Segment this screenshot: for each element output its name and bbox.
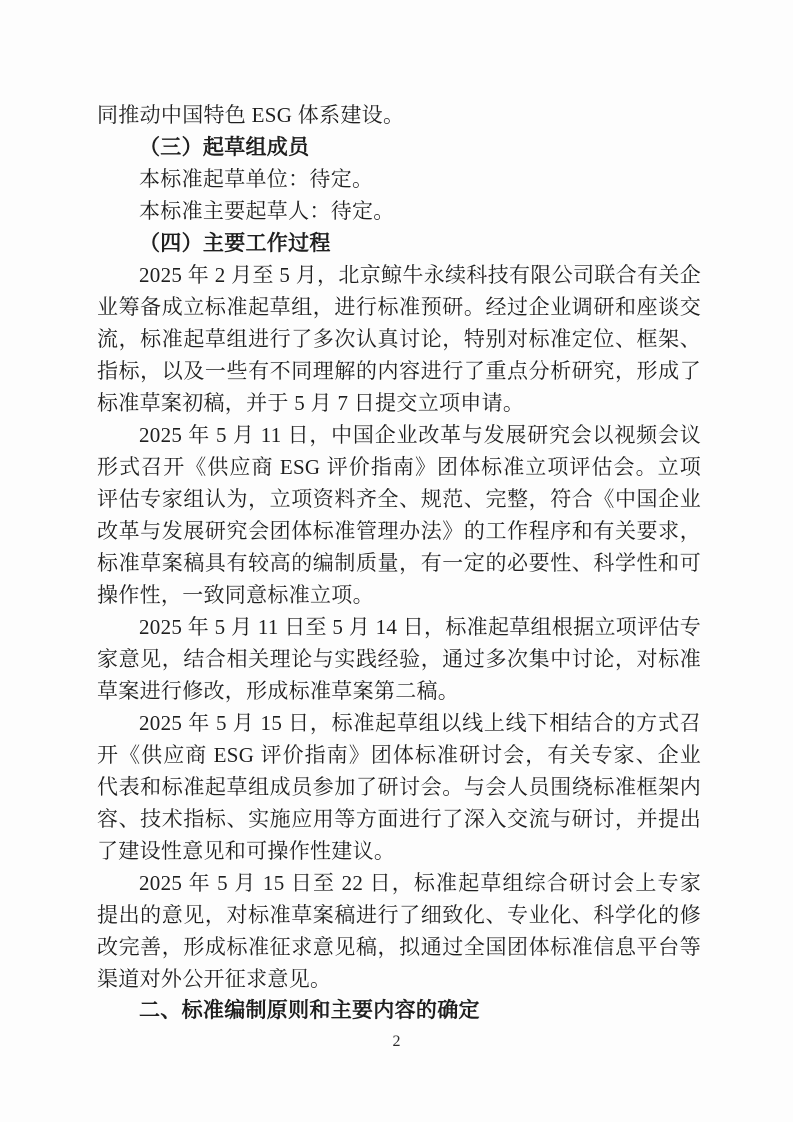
section-heading: （三）起草组成员 (139, 135, 310, 159)
paragraph: 2025 年 5 月 11 日，中国企业改革与发展研究会以视频会议形式召开《供应商 ESG 评价指南》团体标准立项评估会。立项评估专家组认为，立项资料齐全、规范、完整，符合《中国企业改革与发展研究会团体标准管理办法》的工作程序和有关要求，标准草案稿具有较高的编制质量，有一定的必要性、科学性和可操作性，一致同意标准立项。 (97, 423, 701, 607)
paragraph: 同推动中国特色 ESG 体系建设。 (97, 103, 405, 127)
paragraph: 2025 年 5 月 15 日，标准起草组以线上线下相结合的方式召开《供应商 ESG 评价指南》团体标准研讨会，有关专家、企业代表和标准起草组成员参加了研讨会。与会人员围绕标准框架内容、技术指标、实施应用等方面进行了深入交流与研讨，并提出了建设性意见和可操作性建议。 (97, 711, 701, 863)
paragraph: 2025 年 5 月 15 日至 22 日，标准起草组综合研讨会上专家提出的意见，对标准草案稿进行了细致化、专业化、科学化的修改完善，形成标准征求意见稿，拟通过全国团体标准信息平台等渠道对外公开征求意见。 (97, 871, 701, 991)
document-content (97, 99, 701, 1027)
page-footer (0, 1032, 793, 1052)
section-heading: （四）主要工作过程 (139, 231, 331, 255)
paragraph: 2025 年 2 月至 5 月，北京鲸牛永续科技有限公司联合有关企业筹备成立标准起草组，进行标准预研。经过企业调研和座谈交流，标准起草组进行了多次认真讨论，特别对标准定位、框架、指标，以及一些有不同理解的内容进行了重点分析研究，形成了标准草案初稿，并于 5 月 7 日提交立项申请。 (97, 263, 701, 415)
page-number: 2 (392, 1033, 401, 1050)
section-heading: 二、标准编制原则和主要内容的确定 (139, 999, 480, 1022)
paragraph: 本标准起草单位：待定。 (139, 167, 374, 191)
paragraph: 本标准主要起草人：待定。 (139, 199, 395, 223)
paragraph: 2025 年 5 月 11 日至 5 月 14 日，标准起草组根据立项评估专家意见，结合相关理论与实践经验，通过多次集中讨论，对标准草案进行修改，形成标准草案第二稿。 (97, 615, 701, 703)
